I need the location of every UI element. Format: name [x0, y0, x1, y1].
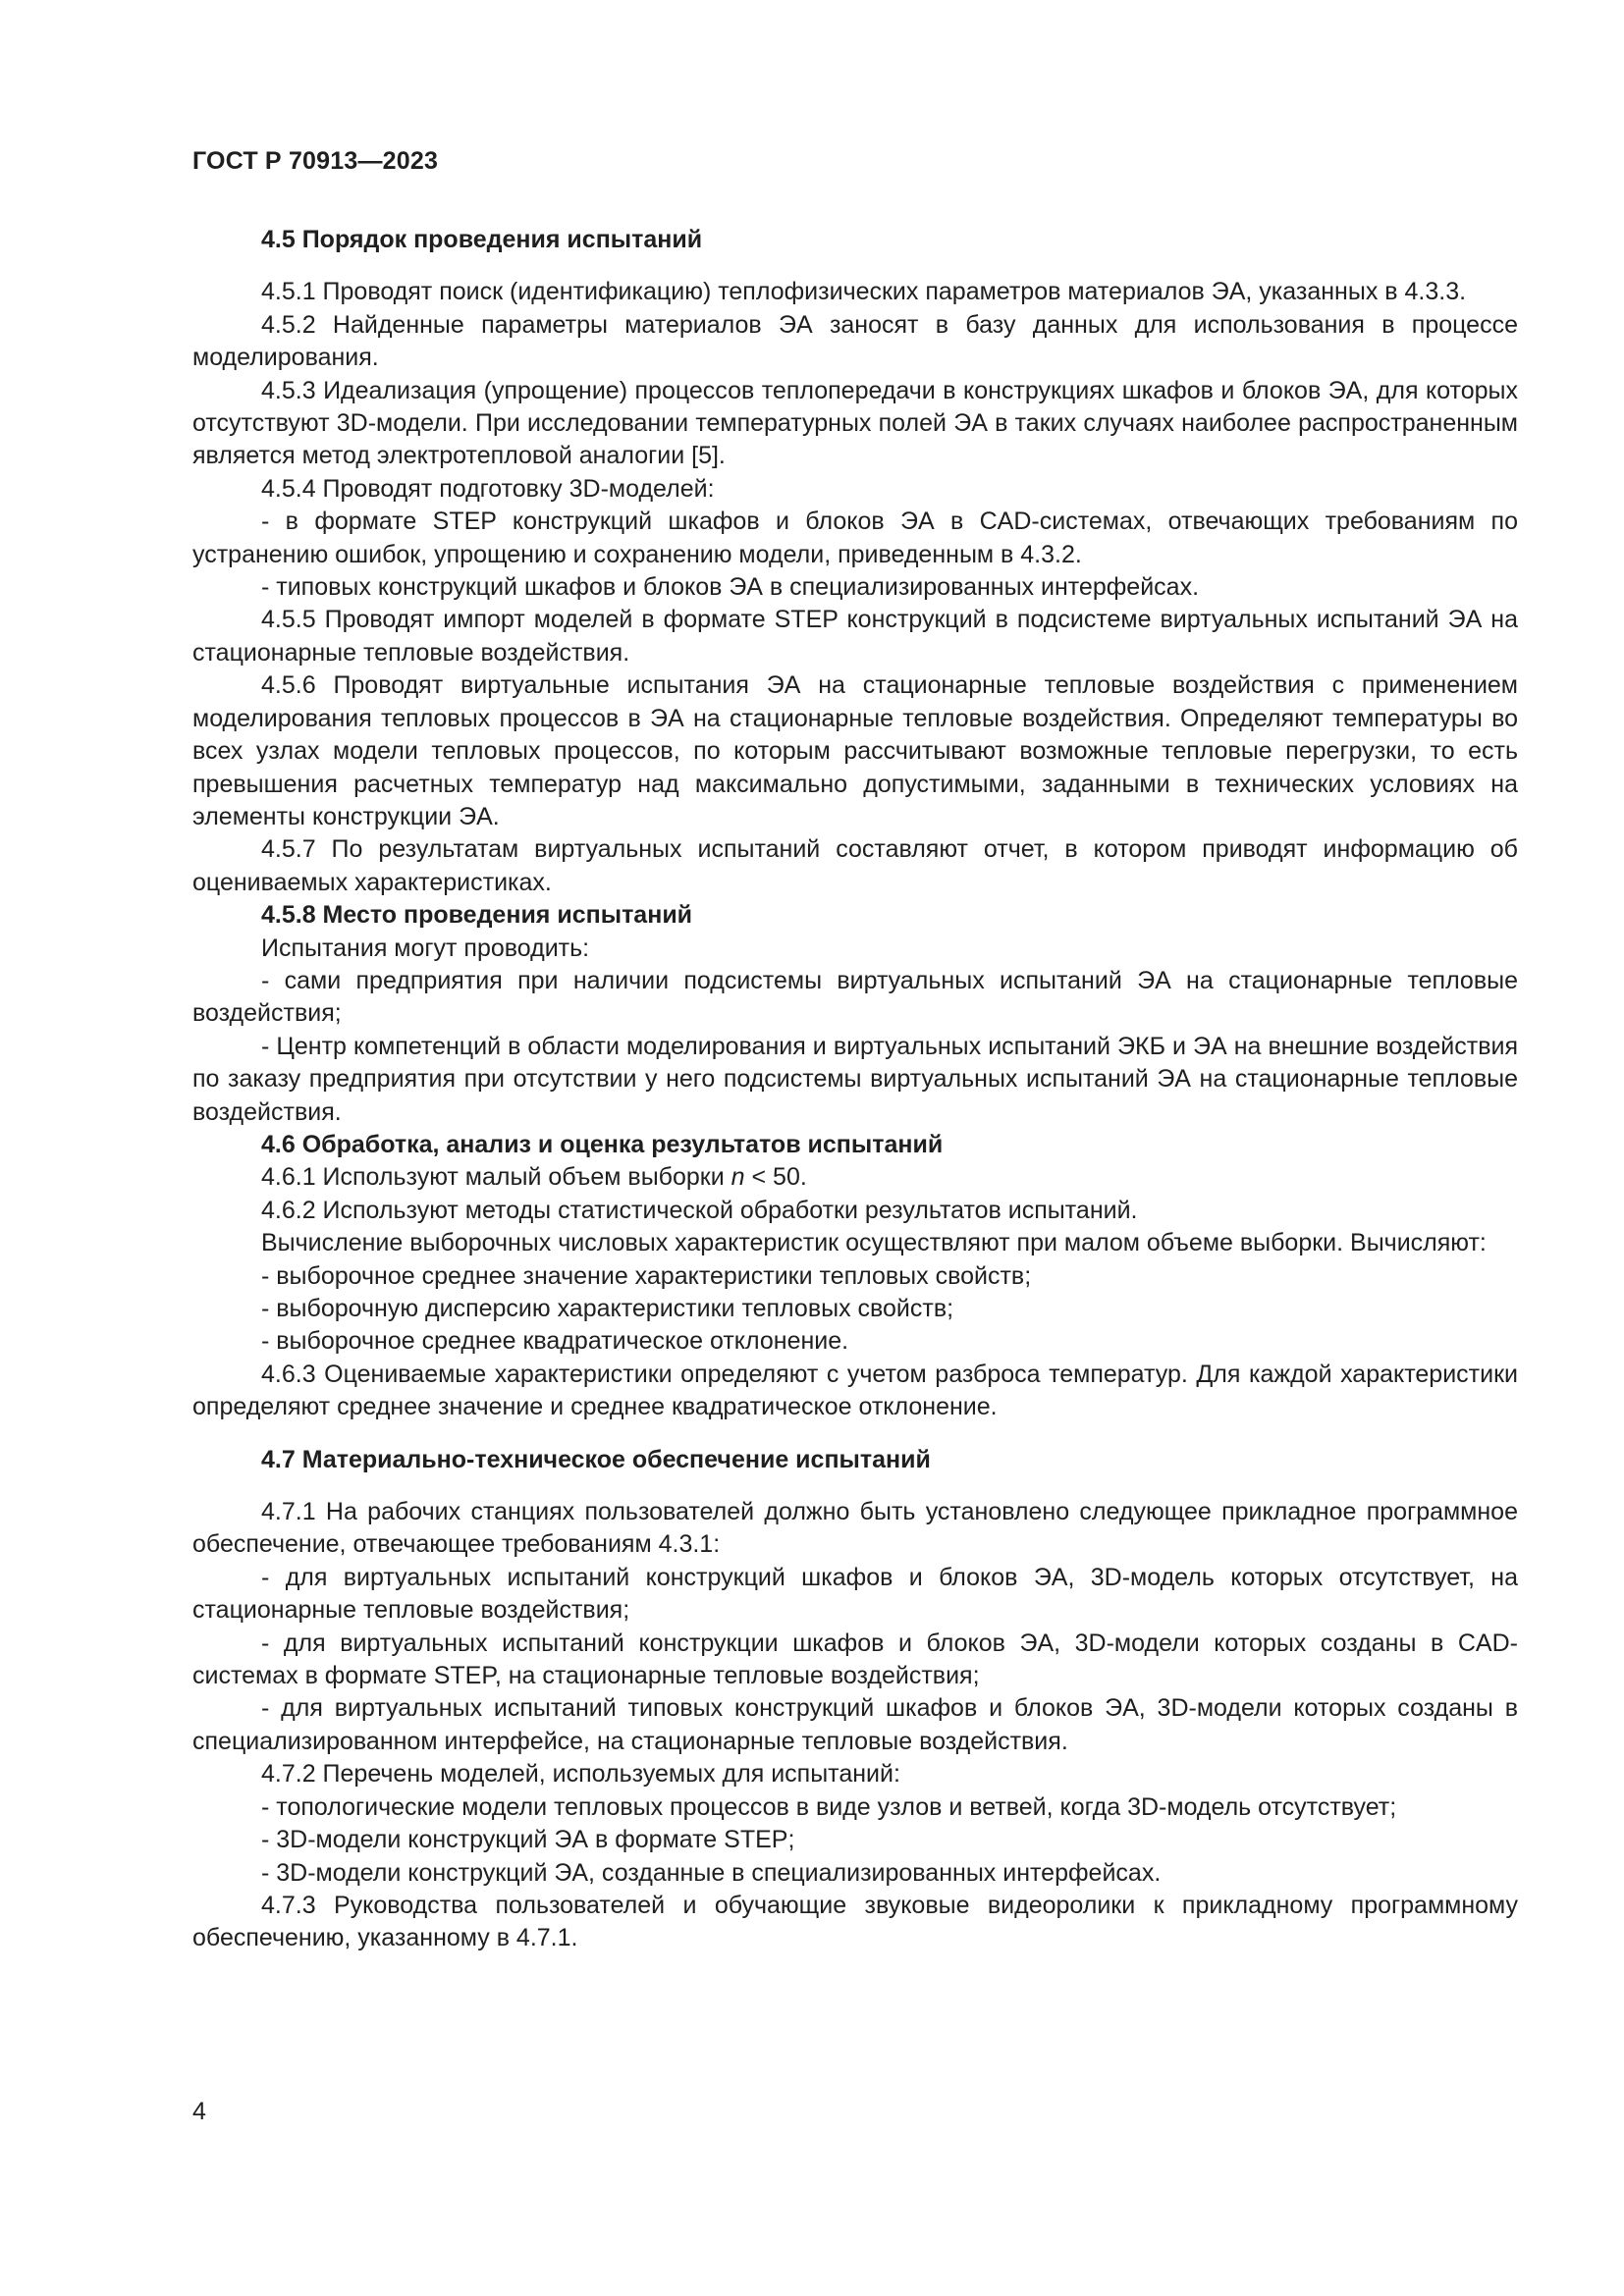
list-item: - выборочную дисперсию характеристики тепловых свойств; — [261, 1295, 954, 1322]
list-item: - для виртуальных испытаний типовых конструкций шкафов и блоков ЭА, 3D-модели которых созданы в специализированном интерфейсе, на стационарные тепловые воздействия. — [192, 1694, 1518, 1755]
paragraph-4-5-8-intro: Испытания могут проводить: — [261, 934, 590, 962]
document-body — [192, 224, 1518, 1955]
page-number: 4 — [192, 2098, 206, 2125]
document-header: ГОСТ Р 70913—2023 — [192, 147, 439, 175]
list-item: - выборочное среднее значение характеристики тепловых свойств; — [261, 1261, 1032, 1290]
list-item: - 3D-модели конструкций ЭА, созданные в специализированных интерфейсах. — [261, 1858, 1162, 1887]
section-heading-4-5: 4.5 Порядок проведения испытаний — [261, 226, 703, 253]
paragraph-4-5-1: 4.5.1 Проводят поиск (идентификацию) теплофизических параметров материалов ЭА, указанных в 4.3.3. — [261, 278, 1467, 306]
paragraph-4-5-3: 4.5.3 Идеализация (упрощение) процессов теплопередачи в конструкциях шкафов и блоков ЭА, для которых отсутствуют 3D-модели. При исследовании температурных полей ЭА в таких случаях наиболее распространенным является метод электротепловой аналогии [5]. — [192, 376, 1518, 470]
list-item: - Центр компетенций в области моделирования и виртуальных испытаний ЭКБ и ЭА на внешние воздействия по заказу предприятия при отсутствии у него подсистемы виртуальных испытаний ЭА на стационарные тепловые воздействия. — [192, 1032, 1518, 1126]
section-heading-4-6: 4.6 Обработка, анализ и оценка результатов испытаний — [261, 1130, 944, 1158]
paragraph-4-6-2: 4.6.2 Используют методы статистической обработки результатов испытаний. — [261, 1196, 1138, 1224]
list-item: - выборочное среднее квадратическое отклонение. — [261, 1327, 849, 1356]
sample-size-variable: n — [731, 1163, 745, 1192]
list-item: - типовых конструкций шкафов и блоков ЭА в специализированных интерфейсах. — [261, 573, 1200, 602]
paragraph-4-6-1-text: 4.6.1 Используют малый объем выборки — [261, 1163, 731, 1192]
paragraph-4-5-4: 4.5.4 Проводят подготовку 3D-моделей: — [261, 474, 715, 503]
paragraph-4-5-7: 4.5.7 По результатам виртуальных испытаний составляют отчет, в котором приводят информацию об оцениваемых характеристиках. — [192, 835, 1518, 896]
section-heading-4-5-8: 4.5.8 Место проведения испытаний — [261, 901, 693, 930]
list-item: - для виртуальных испытаний конструкций шкафов и блоков ЭА, 3D-модель которых отсутствует, на стационарные тепловые воздействия; — [192, 1563, 1518, 1625]
paragraph-4-5-6: 4.5.6 Проводят виртуальные испытания ЭА на стационарные тепловые воздействия с применением моделирования тепловых процессов в ЭА на стационарные тепловые воздействия. Определяют температуры во всех узлах модели тепловых процессов, по которым рассчитывают возможные тепловые перегрузки, то есть превышения расчетных температур над максимально допустимыми, заданными в технических условиях на элементы конструкции ЭА. — [192, 671, 1518, 830]
section-heading-4-7: 4.7 Материально-техническое обеспечение испытаний — [261, 1445, 931, 1473]
list-item: - для виртуальных испытаний конструкции шкафов и блоков ЭА, 3D-модели которых созданы в CAD-системах в формате STEP, на стационарные тепловые воздействия; — [192, 1629, 1518, 1690]
paragraph-4-5-5: 4.5.5 Проводят импорт моделей в формате STEP конструкций в подсистеме виртуальных испытаний ЭА на стационарные тепловые воздействия. — [192, 606, 1518, 667]
list-item: - сами предприятия при наличии подсистемы виртуальных испытаний ЭА на стационарные тепловые воздействия; — [192, 966, 1518, 1028]
paragraph-4-7-3: 4.7.3 Руководства пользователей и обучающие звуковые видеоролики к прикладному программному обеспечению, указанному в 4.7.1. — [192, 1891, 1518, 1952]
list-item: - в формате STEP конструкций шкафов и блоков ЭА в CAD-системах, отвечающих требованиям по устранению ошибок, упрощению и сохранению модели, приведенным в 4.3.2. — [192, 507, 1518, 568]
paragraph-4-7-1: 4.7.1 На рабочих станциях пользователей должно быть установлено следующее прикладное программное обеспечение, отвечающее требованиям 4.3.1: — [192, 1498, 1518, 1559]
paragraph-4-6-2-text: Вычисление выборочных числовых характеристик осуществляют при малом объеме выборки. Вычисляют: — [261, 1229, 1487, 1257]
paragraph-4-7-2: 4.7.2 Перечень моделей, используемых для испытаний: — [261, 1760, 900, 1789]
paragraph-4-6-3: 4.6.3 Оцениваемые характеристики определяют с учетом разброса температур. Для каждой характеристики определяют среднее значение и среднее квадратическое отклонение. — [192, 1360, 1518, 1421]
paragraph-4-5-2: 4.5.2 Найденные параметры материалов ЭА заносят в базу данных для использования в процессе моделирования. — [192, 310, 1518, 372]
paragraph-4-6-1 — [192, 1161, 1518, 1194]
paragraph-4-6-1-tail: < 50. — [744, 1163, 807, 1192]
list-item: - топологические модели тепловых процессов в виде узлов и ветвей, когда 3D-модель отсутствует; — [261, 1792, 1397, 1821]
list-item: - 3D-модели конструкций ЭА в формате STEP; — [261, 1826, 795, 1854]
